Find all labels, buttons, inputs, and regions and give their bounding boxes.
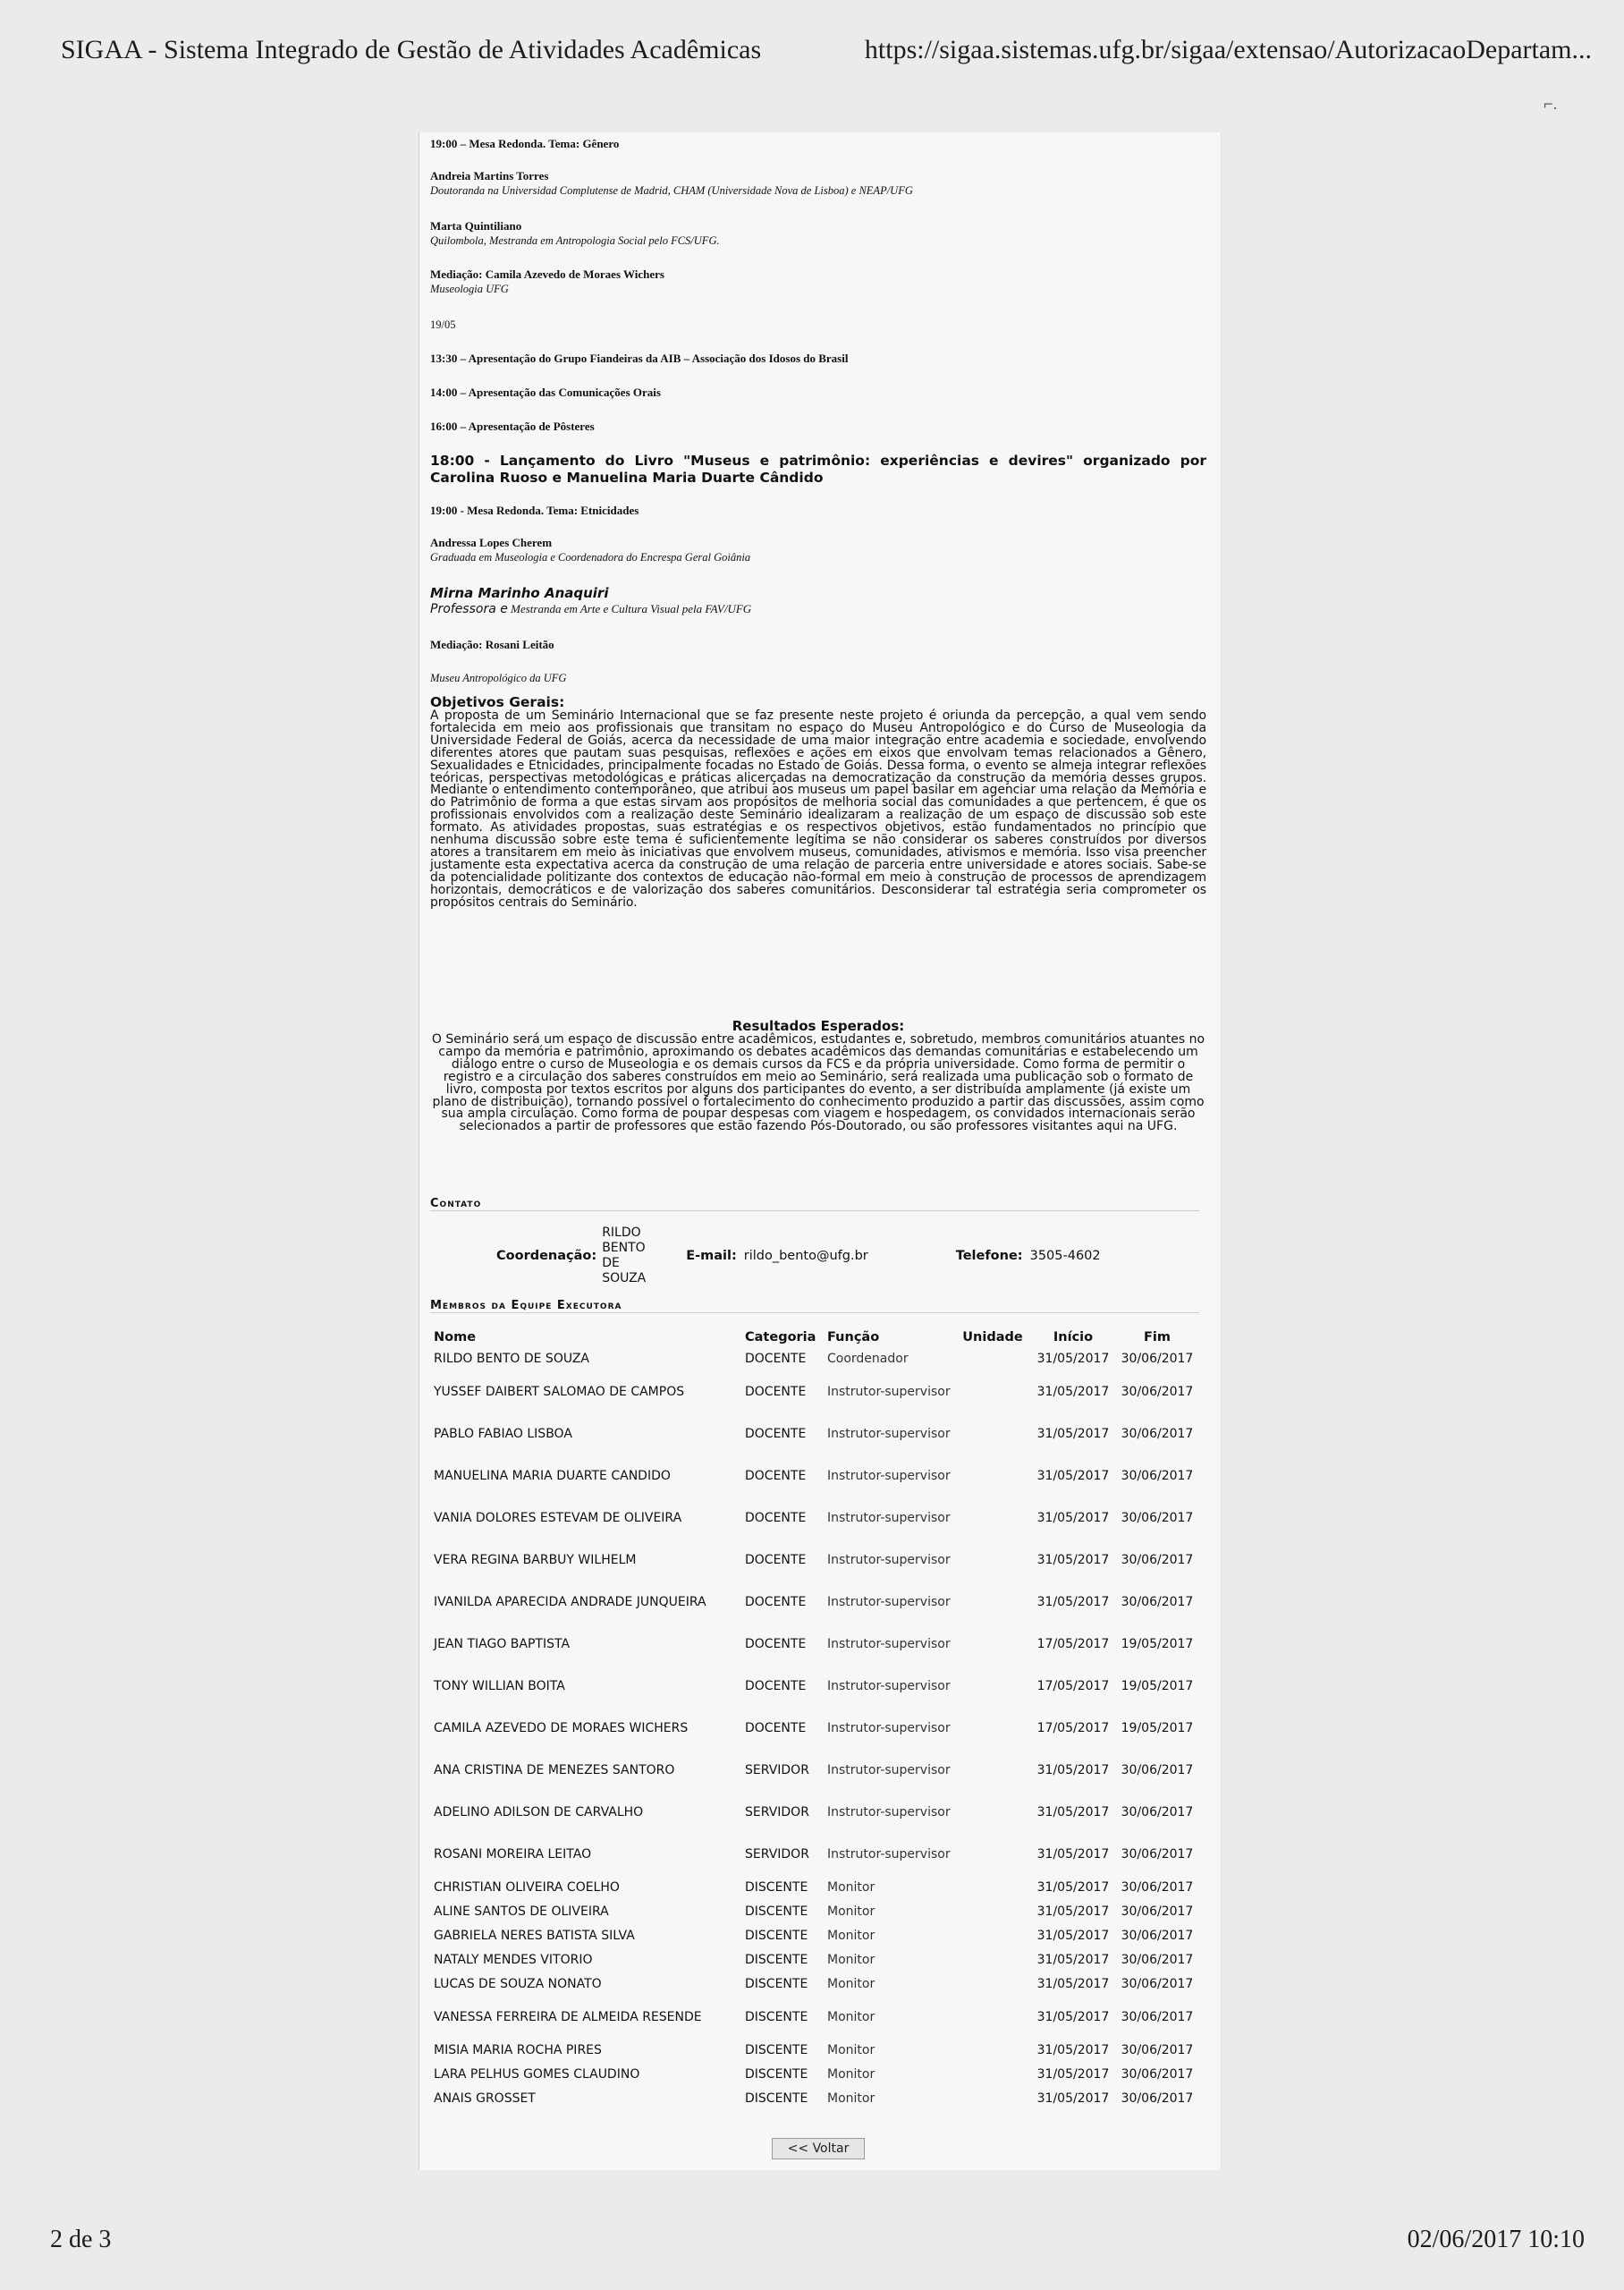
cell-name: VANESSA FERREIRA DE ALMEIDA RESENDE (434, 2010, 702, 2024)
cell-inicio: 31/05/2017 (1036, 1427, 1110, 1441)
cell-inicio: 31/05/2017 (1036, 1352, 1110, 1366)
cell-categoria: DISCENTE (745, 2043, 808, 2057)
cell-name: RILDO BENTO DE SOUZA (434, 1352, 590, 1366)
cell-funcao: Instrutor-supervisor (827, 1763, 951, 1777)
cell-inicio: 31/05/2017 (1036, 2043, 1110, 2057)
cell-funcao: Monitor (827, 2043, 875, 2057)
participant-andreia (430, 168, 1206, 199)
cell-fim: 30/06/2017 (1121, 1763, 1194, 1777)
cell-fim: 30/06/2017 (1121, 1805, 1194, 1819)
objetivos-title: Objetivos Gerais: (430, 694, 565, 710)
table-row (430, 1997, 1197, 2039)
mediacao-genero (430, 267, 1206, 297)
cell-fim: 30/06/2017 (1121, 1847, 1194, 1862)
cell-funcao: Monitor (827, 1880, 875, 1895)
participant-name: Mirna Marinho Anaquiri (430, 585, 609, 601)
cell-name: PABLO FABIAO LISBOA (434, 1427, 572, 1441)
table-row (430, 1666, 1197, 1708)
table-row (430, 2039, 1197, 2063)
cell-unidade (956, 1948, 1029, 1972)
cell-inicio: 31/05/2017 (1036, 1929, 1110, 1943)
members-table (430, 1327, 1197, 2111)
cell-unidade (956, 1455, 1029, 1497)
cell-fim: 19/05/2017 (1121, 1679, 1194, 1693)
table-row (430, 1708, 1197, 1750)
cell-inicio: 31/05/2017 (1036, 1847, 1110, 1862)
cell-funcao: Monitor (827, 2067, 875, 2082)
cell-funcao: Monitor (827, 2010, 875, 2024)
table-row (430, 1948, 1197, 1972)
cell-name: CAMILA AZEVEDO DE MORAES WICHERS (434, 1721, 689, 1735)
cell-fim: 30/06/2017 (1121, 1469, 1194, 1483)
schedule-item: 14:00 – Apresentação das Comunicações Orais (430, 386, 661, 399)
cell-inicio: 31/05/2017 (1036, 2010, 1110, 2024)
print-page-url: https://sigaa.sistemas.ufg.br/sigaa/extensao/AutorizacaoDepartam... (864, 35, 1592, 64)
cell-name: IVANILDA APARECIDA ANDRADE JUNQUEIRA (434, 1595, 706, 1609)
cell-inicio: 31/05/2017 (1036, 2067, 1110, 2082)
participant-name: Andreia Martins Torres (430, 169, 549, 182)
table-row (430, 1539, 1197, 1582)
mediacao-desc: Museologia UFG (430, 283, 509, 295)
cell-categoria: DISCENTE (745, 1929, 808, 1943)
tel-value: 3505-4602 (1029, 1249, 1101, 1263)
cell-funcao: Instrutor-supervisor (827, 1847, 951, 1862)
print-page-number: 2 de 3 (50, 2226, 112, 2253)
scan-mark-icon: ⌐. (1544, 95, 1558, 113)
date-label: 19/05 (430, 318, 456, 331)
cell-fim: 30/06/2017 (1121, 2010, 1194, 2024)
print-page-title: SIGAA - Sistema Integrado de Gestão de Atividades Acadêmicas (61, 35, 762, 64)
cell-categoria: DOCENTE (745, 1637, 807, 1651)
cell-funcao: Monitor (827, 1953, 875, 1967)
cell-unidade (956, 1539, 1029, 1582)
participant-marta (430, 218, 1206, 249)
cell-categoria: DISCENTE (745, 1904, 808, 1919)
resultados-section (430, 1018, 1206, 1133)
cell-unidade (956, 1876, 1029, 1900)
cell-fim: 19/05/2017 (1121, 1637, 1194, 1651)
email-value: rildo_bento@ufg.br (743, 1249, 868, 1263)
table-row (430, 1347, 1197, 1371)
voltar-button[interactable]: << Voltar (772, 2138, 865, 2159)
cell-unidade (956, 2087, 1029, 2111)
cell-name: ALINE SANTOS DE OLIVEIRA (434, 1904, 609, 1919)
cell-fim: 30/06/2017 (1121, 1553, 1194, 1567)
participant-mirna (430, 585, 1206, 617)
cell-categoria: DOCENTE (745, 1595, 807, 1609)
cell-inicio: 31/05/2017 (1036, 1511, 1110, 1525)
col-categoria: Categoria (745, 1330, 816, 1344)
page-content (419, 132, 1222, 2170)
objetivos-section (430, 694, 1206, 910)
cell-unidade (956, 1972, 1029, 1997)
cell-funcao: Monitor (827, 1904, 875, 1919)
cell-fim: 30/06/2017 (1121, 1595, 1194, 1609)
print-datetime: 02/06/2017 10:10 (1407, 2226, 1585, 2253)
table-row (430, 1413, 1197, 1455)
cell-categoria: DOCENTE (745, 1469, 807, 1483)
cell-funcao: Instrutor-supervisor (827, 1721, 951, 1735)
members-body (430, 1347, 1197, 2111)
cell-funcao: Monitor (827, 1977, 875, 1991)
cell-name: LUCAS DE SOUZA NONATO (434, 1977, 602, 1991)
cell-inicio: 31/05/2017 (1036, 1469, 1110, 1483)
mesa-etnicidades: 19:00 - Mesa Redonda. Tema: Etnicidades (430, 504, 639, 517)
cell-funcao: Monitor (827, 1929, 875, 1943)
cell-unidade (956, 1371, 1029, 1413)
cell-name: VANIA DOLORES ESTEVAM DE OLIVEIRA (434, 1511, 682, 1525)
book-launch: 18:00 - Lançamento do Livro "Museus e patrimônio: experiências e devires" organizado por Carolina Ruoso e Manuelina Maria Duarte Cândido (430, 453, 1206, 486)
cell-unidade (956, 1666, 1029, 1708)
mediacao-desc: Museu Antropológico da UFG (430, 672, 567, 684)
table-row (430, 1497, 1197, 1539)
cell-funcao: Instrutor-supervisor (827, 1469, 951, 1483)
cell-fim: 30/06/2017 (1121, 2091, 1194, 2106)
cell-funcao: Instrutor-supervisor (827, 1595, 951, 1609)
cell-categoria: DISCENTE (745, 1880, 808, 1895)
cell-categoria: DOCENTE (745, 1511, 807, 1525)
email-label: E-mail: (686, 1249, 737, 1263)
contato-row (430, 1220, 1199, 1292)
cell-funcao: Instrutor-supervisor (827, 1805, 951, 1819)
cell-categoria: DISCENTE (745, 2067, 808, 2082)
cell-funcao: Instrutor-supervisor (827, 1385, 951, 1399)
resultados-text: O Seminário será um espaço de discussão entre acadêmicos, estudantes e, sobretudo, membros comunitários atuantes no campo da memória e patrimônio, aproximando os debates acadêmicos das demandas comunitárias e estabelecendo um diálogo entre o curso de Museologia e os demais cursos da FCS e da própria universidade. Como forma de permitir o registro e a circulação dos saberes construídos em meio ao Seminário, será realizada uma publicação sob o formato de livro, composta por textos escritos por alguns dos participantes do evento, a ser distribuída amplamente (já existe um plano de distribuição), tornando possível o fortalecimento do conhecimento produzido a partir das discussões, assim como sua ampla circulação. Como forma de poupar despesas com viagem e hospedagem, os convidados internacionais serão selecionados a partir de professores que estão fazendo Pós-Doutorado, ou são professores visitantes aqui na UFG. (431, 1032, 1205, 1134)
cell-categoria: DOCENTE (745, 1679, 807, 1693)
participant-desc (430, 601, 1206, 617)
coord-label: Coordenação: (496, 1249, 597, 1263)
cell-inicio: 31/05/2017 (1036, 1553, 1110, 1567)
table-row (430, 1371, 1197, 1413)
cell-categoria: SERVIDOR (745, 1847, 809, 1862)
cell-name: VERA REGINA BARBUY WILHELM (434, 1553, 637, 1567)
cell-inicio: 17/05/2017 (1036, 1679, 1110, 1693)
coord-value: RILDO BENTO DE SOUZA (602, 1226, 647, 1285)
cell-categoria: DISCENTE (745, 2091, 808, 2106)
cell-categoria: DISCENTE (745, 2010, 808, 2024)
cell-fim: 30/06/2017 (1121, 1880, 1194, 1895)
table-row (430, 2087, 1197, 2111)
cell-categoria: DOCENTE (745, 1427, 807, 1441)
cell-fim: 30/06/2017 (1121, 1929, 1194, 1943)
cell-fim: 30/06/2017 (1121, 2067, 1194, 2082)
participant-desc: Doutoranda na Universidad Complutense de Madrid, CHAM (Universidade Nova de Lisboa) e NEAP/UFG (430, 184, 913, 197)
table-row (430, 1876, 1197, 1900)
table-row (430, 1750, 1197, 1792)
table-row (430, 1924, 1197, 1948)
schedule-item: 13:30 – Apresentação do Grupo Fiandeiras da AIB – Associação dos Idosos do Brasil (430, 352, 849, 365)
cell-inicio: 31/05/2017 (1036, 1595, 1110, 1609)
cell-name: JEAN TIAGO BAPTISTA (434, 1637, 571, 1651)
cell-inicio: 31/05/2017 (1036, 2091, 1110, 2106)
cell-funcao: Instrutor-supervisor (827, 1427, 951, 1441)
participant-desc-a: Professora e (430, 602, 508, 616)
cell-unidade (956, 1834, 1029, 1876)
table-row (430, 1455, 1197, 1497)
cell-categoria: SERVIDOR (745, 1763, 809, 1777)
participant-name: Andressa Lopes Cherem (430, 536, 553, 549)
cell-fim: 30/06/2017 (1121, 1977, 1194, 1991)
cell-unidade (956, 1924, 1029, 1948)
cell-unidade (956, 1624, 1029, 1666)
cell-unidade (956, 1582, 1029, 1624)
mediacao-label: Mediação: Camila Azevedo de Moraes Wichers (430, 267, 664, 281)
cell-name: NATALY MENDES VITORIO (434, 1953, 593, 1967)
cell-categoria: DOCENTE (745, 1553, 807, 1567)
cell-name: ANA CRISTINA DE MENEZES SANTORO (434, 1763, 675, 1777)
table-row (430, 1834, 1197, 1876)
participant-desc-b: Mestranda em Arte e Cultura Visual pela FAV/UFG (507, 602, 752, 615)
cell-inicio: 17/05/2017 (1036, 1637, 1110, 1651)
mediacao-etnicidades: Mediação: Rosani Leitão (430, 638, 554, 651)
cell-categoria: DOCENTE (745, 1385, 807, 1399)
cell-categoria: DOCENTE (745, 1352, 807, 1366)
equipe-table-wrap (430, 1327, 1206, 2111)
cell-fim: 30/06/2017 (1121, 1511, 1194, 1525)
cell-name: ADELINO ADILSON DE CARVALHO (434, 1805, 644, 1819)
schedule-item: 16:00 – Apresentação de Pôsteres (430, 420, 595, 433)
table-row (430, 1972, 1197, 1997)
cell-name: TONY WILLIAN BOITA (434, 1679, 565, 1693)
cell-inicio: 31/05/2017 (1036, 1805, 1110, 1819)
equipe-title: Membros da Equipe Executora (430, 1299, 1199, 1313)
table-row (430, 1582, 1197, 1624)
participant-desc: Graduada em Museologia e Coordenadora do Encrespa Geral Goiânia (430, 551, 751, 564)
cell-inicio: 31/05/2017 (1036, 1880, 1110, 1895)
cell-unidade (956, 1708, 1029, 1750)
print-footer (50, 2224, 1585, 2256)
cell-inicio: 31/05/2017 (1036, 1953, 1110, 1967)
cell-funcao: Instrutor-supervisor (827, 1553, 951, 1567)
cell-unidade (956, 1900, 1029, 1924)
cell-fim: 30/06/2017 (1121, 1904, 1194, 1919)
cell-funcao: Coordenador (827, 1352, 909, 1366)
participant-desc: Quilombola, Mestranda em Antropologia Social pelo FCS/UFG. (430, 234, 720, 247)
table-row (430, 2063, 1197, 2087)
cell-funcao: Instrutor-supervisor (827, 1511, 951, 1525)
contato-title: Contato (430, 1197, 1199, 1211)
cell-name: ANAIS GROSSET (434, 2091, 536, 2106)
cell-categoria: DISCENTE (745, 1977, 808, 1991)
cell-inicio: 31/05/2017 (1036, 1763, 1110, 1777)
participant-andressa (430, 535, 1206, 565)
tel-label: Telefone: (955, 1249, 1023, 1263)
cell-fim: 30/06/2017 (1121, 2043, 1194, 2057)
cell-funcao: Monitor (827, 2091, 875, 2106)
objetivos-text: A proposta de um Seminário Internacional que se faz presente neste projeto é oriunda da percepção, a qual vem sendo fortalecida em meio aos profissionais que transitam no espaço do Museu Antropológico e do Curso de Museologia da Universidade Federal de Goiás, acerca da necessidade de uma maior integração entre academia e sociedade, envolvendo diferentes atores que pautam suas pesquisas, reflexões e ações em eixos que envolvam temas relacionados a Gênero, Sexualidades e Etnicidades, principalmente focadas no Estado de Goiás. Dessa forma, o evento se almeja integrar reflexões teóricas, perspectivas metodológicas e práticas alicerçadas na democratização da construção da memória desses grupos. Mediante o entendimento contemporâneo, que atribui aos museus um papel basilar em agenciar uma relação da Memória e do Patrimônio de forma a que estas sirvam aos propósitos de melhoria social das comunidades a que pertencem, é que os profissionais envolvidos com a realização deste Seminário idealizaram a realização de um espaço de discussão sob este formato. As atividades propostas, suas estratégias e os respectivos objetivos, estão fundamentados no princípio que nenhuma discussão sobre este tema é suficientemente legítima se não considerar os saberes construídos por diversos atores a transitarem em meio às iniciativas que envolvem museus, comunidades, ativismos e memória. Isso visa preencher justamente esta expectativa acerca da construção de uma relação de parceria entre universidade e atores sociais. Sabe-se da potencialidade politizante dos contextos de educação não-formal em meio à construção de processos de aprendizagem horizontais, democráticos e de valorização dos saberes comunitários. Desconsiderar tal estratégia seria comprometer os propósitos centrais do Seminário. (430, 708, 1206, 910)
table-row (430, 1624, 1197, 1666)
cell-funcao: Instrutor-supervisor (827, 1679, 951, 1693)
cell-unidade (956, 2063, 1029, 2087)
cell-unidade (956, 2039, 1029, 2063)
cell-name: ROSANI MOREIRA LEITAO (434, 1847, 592, 1862)
cell-unidade (956, 1413, 1029, 1455)
cell-categoria: SERVIDOR (745, 1805, 809, 1819)
cell-categoria: DISCENTE (745, 1953, 808, 1967)
cell-unidade (956, 1792, 1029, 1834)
cell-fim: 19/05/2017 (1121, 1721, 1194, 1735)
cell-fim: 30/06/2017 (1121, 1953, 1194, 1967)
cell-fim: 30/06/2017 (1121, 1352, 1194, 1366)
resultados-title: Resultados Esperados: (732, 1018, 905, 1034)
print-header (61, 32, 1592, 68)
col-unidade: Unidade (962, 1330, 1023, 1344)
cell-fim: 30/06/2017 (1121, 1427, 1194, 1441)
cell-funcao: Instrutor-supervisor (827, 1637, 951, 1651)
cell-inicio: 31/05/2017 (1036, 1977, 1110, 1991)
table-header-row (430, 1327, 1197, 1347)
cell-unidade (956, 1997, 1029, 2039)
cell-name: LARA PELHUS GOMES CLAUDINO (434, 2067, 640, 2082)
cell-name: MISIA MARIA ROCHA PIRES (434, 2043, 602, 2057)
cell-unidade (956, 1497, 1029, 1539)
cell-inicio: 17/05/2017 (1036, 1721, 1110, 1735)
table-row (430, 1792, 1197, 1834)
cell-inicio: 31/05/2017 (1036, 1904, 1110, 1919)
table-row (430, 1900, 1197, 1924)
cell-inicio: 31/05/2017 (1036, 1385, 1110, 1399)
cell-unidade (956, 1750, 1029, 1792)
cell-unidade (956, 1347, 1029, 1371)
col-fim: Fim (1144, 1330, 1171, 1344)
cell-name: GABRIELA NERES BATISTA SILVA (434, 1929, 635, 1943)
cell-name: CHRISTIAN OLIVEIRA COELHO (434, 1880, 620, 1895)
col-nome: Nome (434, 1330, 477, 1344)
col-funcao: Função (827, 1330, 880, 1344)
participant-name: Marta Quintiliano (430, 219, 522, 233)
mesa-genero: 19:00 – Mesa Redonda. Tema: Gênero (430, 137, 620, 150)
cell-fim: 30/06/2017 (1121, 1385, 1194, 1399)
cell-name: MANUELINA MARIA DUARTE CANDIDO (434, 1469, 671, 1483)
cell-categoria: DOCENTE (745, 1721, 807, 1735)
cell-name: YUSSEF DAIBERT SALOMAO DE CAMPOS (434, 1385, 685, 1399)
col-inicio: Início (1053, 1330, 1094, 1344)
